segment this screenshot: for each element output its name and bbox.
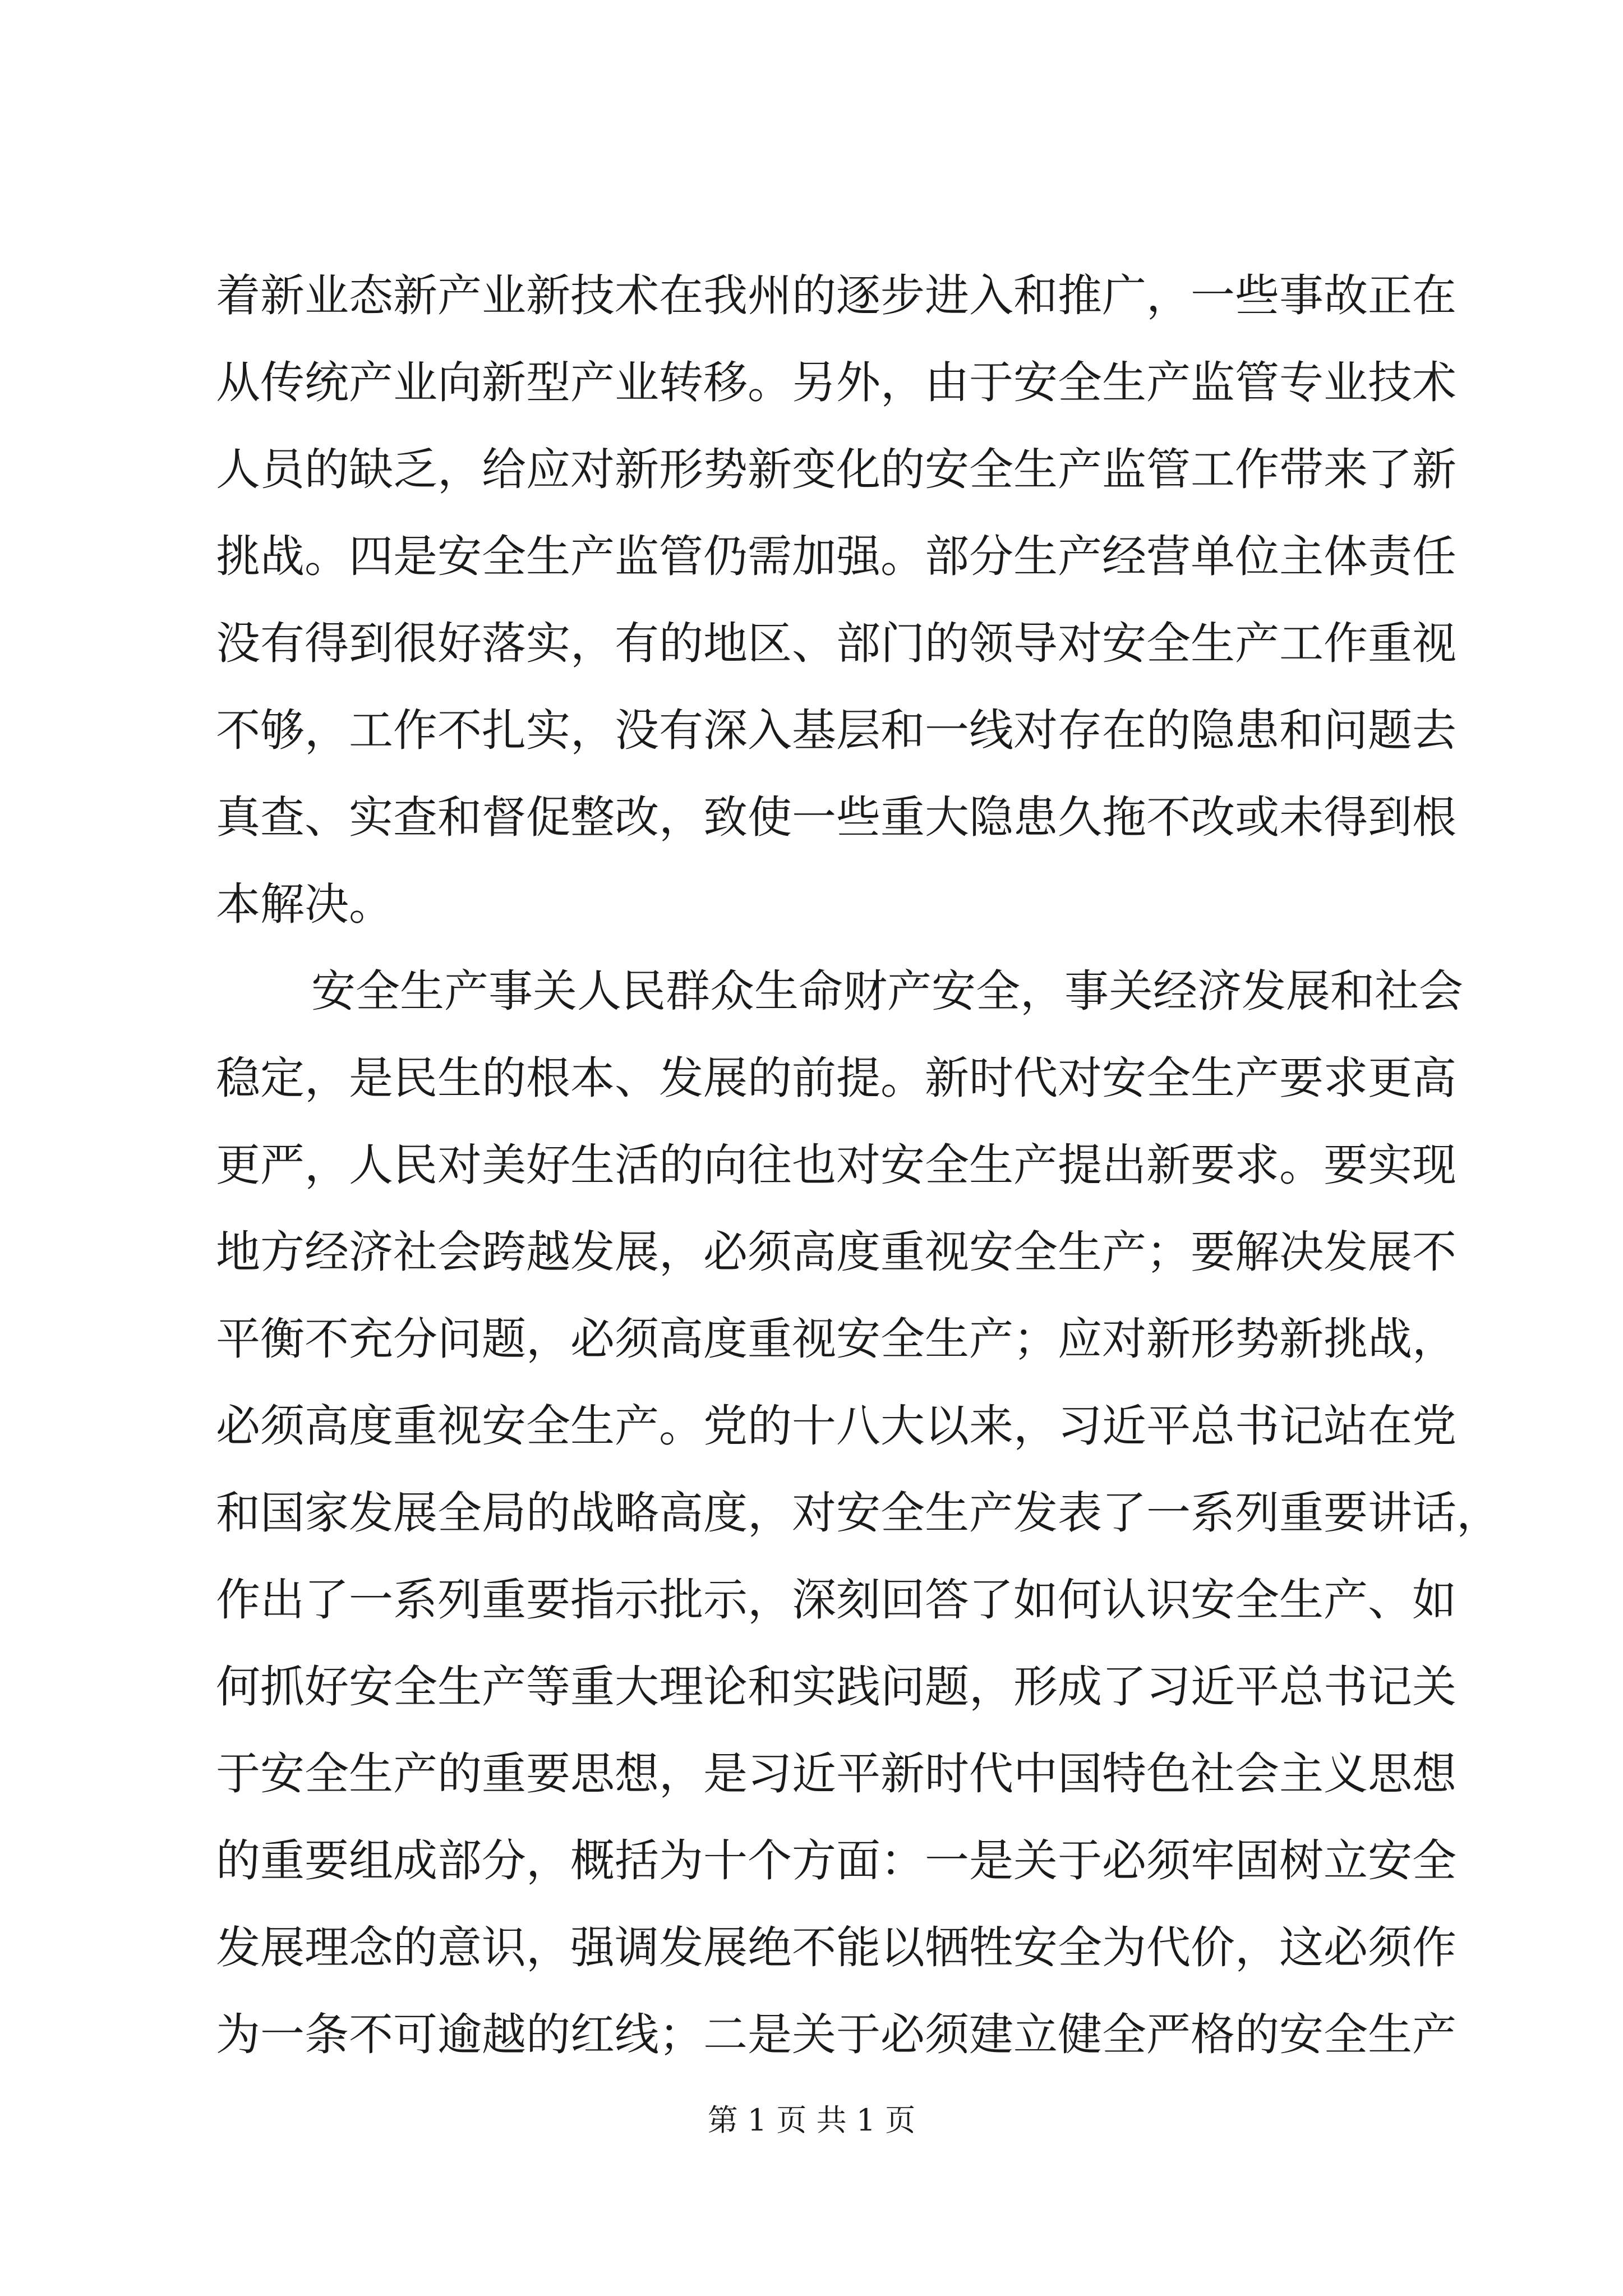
- text-line: 地方经济社会跨越发展，必须高度重视安全生产；要解决发展不: [216, 1226, 1456, 1278]
- body-text: [216, 252, 1501, 2078]
- text-line: 发展理念的意识，强调发展绝不能以牺牲安全为代价，这必须作: [216, 1922, 1456, 1973]
- text-line: 和国家发展全局的战略高度，对安全生产发表了一系列重要讲话，: [216, 1487, 1501, 1539]
- paragraph-first-line: 安全生产事关人民群众生命财产安全，事关经济发展和社会: [311, 965, 1463, 1017]
- text-line: 于安全生产的重要思想，是习近平新时代中国特色社会主义思想: [216, 1748, 1456, 1800]
- text-line: 为一条不可逾越的红线；二是关于必须建立健全严格的安全生产: [216, 2009, 1456, 2060]
- text-line: 作出了一系列重要指示批示，深刻回答了如何认识安全生产、如: [216, 1574, 1456, 1626]
- text-line: 真查、实查和督促整改，致使一些重大隐患久拖不改或未得到根: [216, 792, 1456, 843]
- page-footer: [0, 2098, 1623, 2143]
- page-number: 第 1 页 共 1 页: [707, 2102, 916, 2138]
- text-line: 何抓好安全生产等重大理论和实践问题，形成了习近平总书记关: [216, 1661, 1456, 1713]
- text-line: 挑战。四是安全生产监管仍需加强。部分生产经营单位主体责任: [216, 531, 1456, 582]
- text-line: 稳定，是民生的根本、发展的前提。新时代对安全生产要求更高: [216, 1052, 1456, 1104]
- text-line: 更严，人民对美好生活的向往也对安全生产提出新要求。要实现: [216, 1139, 1456, 1191]
- text-line: 本解决。: [216, 878, 393, 930]
- text-line: 不够，工作不扎实，没有深入基层和一线对存在的隐患和问题去: [216, 705, 1456, 756]
- text-line: 从传统产业向新型产业转移。另外，由于安全生产监管专业技术: [216, 357, 1456, 408]
- text-line: 着新业态新产业新技术在我州的逐步进入和推广，一些事故正在: [216, 270, 1456, 321]
- text-line: 没有得到很好落实，有的地区、部门的领导对安全生产工作重视: [216, 618, 1456, 669]
- text-line: 人员的缺乏，给应对新形势新变化的安全生产监管工作带来了新: [216, 444, 1456, 495]
- text-line: 平衡不充分问题，必须高度重视安全生产；应对新形势新挑战，: [216, 1313, 1456, 1365]
- text-line: 的重要组成部分，概括为十个方面：一是关于必须牢固树立安全: [216, 1835, 1456, 1887]
- text-line: 必须高度重视安全生产。党的十八大以来，习近平总书记站在党: [216, 1400, 1456, 1452]
